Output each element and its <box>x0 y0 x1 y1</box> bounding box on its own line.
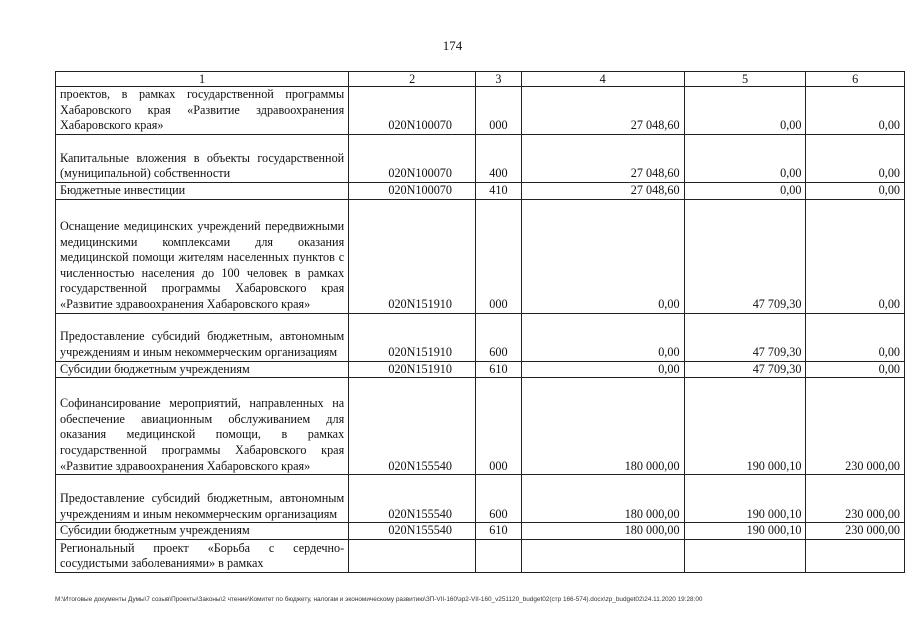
row-value-2: 190 000,10 <box>684 523 806 540</box>
row-name: проектов, в рамках государственной программы Хабаровского края «Развитие здравоохранения Хабаровского края» <box>56 87 349 135</box>
column-header: 5 <box>684 72 806 87</box>
row-code: 020N155540 <box>349 378 476 475</box>
row-type: 410 <box>476 183 522 200</box>
table-row <box>56 183 905 200</box>
table-header-row <box>56 72 905 87</box>
row-type: 000 <box>476 378 522 475</box>
row-name: Субсидии бюджетным учреждениям <box>56 523 349 540</box>
row-value-2: 0,00 <box>684 135 806 183</box>
table-row <box>56 199 905 313</box>
row-name: Бюджетные инвестиции <box>56 183 349 200</box>
row-type: 000 <box>476 87 522 135</box>
row-code <box>349 539 476 572</box>
row-value-3: 0,00 <box>806 135 905 183</box>
column-header: 2 <box>349 72 476 87</box>
row-name: Оснащение медицинских учреждений передвижными медицинскими комплексами для оказания медицинской помощи жителям населенных пунктов с численностью населения до 100 человек в рамках государственной программы Хабаровского края «Развитие здравоохранения Хабаровского края» <box>56 199 349 313</box>
row-name: Капитальные вложения в объекты государственной (муниципальной) собственности <box>56 135 349 183</box>
row-code: 020N100070 <box>349 183 476 200</box>
row-value-3: 0,00 <box>806 313 905 361</box>
row-code: 020N100070 <box>349 135 476 183</box>
row-value-1: 180 000,00 <box>521 475 684 523</box>
row-value-2: 0,00 <box>684 87 806 135</box>
row-code: 020N155540 <box>349 475 476 523</box>
row-type: 600 <box>476 313 522 361</box>
row-code: 020N155540 <box>349 523 476 540</box>
table-row <box>56 313 905 361</box>
row-code: 020N151910 <box>349 199 476 313</box>
row-value-1: 0,00 <box>521 313 684 361</box>
row-value-1: 27 048,60 <box>521 135 684 183</box>
row-value-1 <box>521 539 684 572</box>
row-name: Предоставление субсидий бюджетным, автономным учреждениям и иным некоммерческим организациям <box>56 313 349 361</box>
row-type: 610 <box>476 361 522 378</box>
row-value-1: 180 000,00 <box>521 378 684 475</box>
row-value-3: 230 000,00 <box>806 475 905 523</box>
row-code: 020N151910 <box>349 313 476 361</box>
row-name: Софинансирование мероприятий, направленных на обеспечение авиационным обслуживанием для оказания медицинской помощи, в рамках государственной программы Хабаровского края «Развитие здравоохранения Хабаровского края» <box>56 378 349 475</box>
row-value-3: 230 000,00 <box>806 523 905 540</box>
row-value-1: 27 048,60 <box>521 87 684 135</box>
budget-table <box>55 71 905 573</box>
row-value-3: 230 000,00 <box>806 378 905 475</box>
row-value-1: 0,00 <box>521 361 684 378</box>
row-value-3 <box>806 539 905 572</box>
row-value-2: 47 709,30 <box>684 313 806 361</box>
file-path-footer: M:\Итоговые документы Думы\7 созыв\Проекты\Законы\2 чтение\Комитет по бюджету, налогам и экономическому развитию\ЗП-VII-160\зр2-VII-160_v251120_budget02(стр 166-574).docx\zp_budget02\24.11.2020 19:28:00 <box>55 596 703 603</box>
row-name: Региональный проект «Борьба с сердечно-сосудистыми заболеваниями» в рамках <box>56 539 349 572</box>
table-row <box>56 87 905 135</box>
row-type: 610 <box>476 523 522 540</box>
page-number: 174 <box>442 38 463 53</box>
row-type <box>476 539 522 572</box>
row-type: 600 <box>476 475 522 523</box>
row-value-3: 0,00 <box>806 199 905 313</box>
row-type: 400 <box>476 135 522 183</box>
column-header: 6 <box>806 72 905 87</box>
table-row <box>56 135 905 183</box>
row-value-2: 47 709,30 <box>684 361 806 378</box>
column-header: 3 <box>476 72 522 87</box>
row-code: 020N100070 <box>349 87 476 135</box>
table-row <box>56 539 905 572</box>
row-type: 000 <box>476 199 522 313</box>
row-code: 020N151910 <box>349 361 476 378</box>
column-header: 4 <box>521 72 684 87</box>
row-name: Субсидии бюджетным учреждениям <box>56 361 349 378</box>
table-row <box>56 523 905 540</box>
row-value-2: 0,00 <box>684 183 806 200</box>
row-value-2: 47 709,30 <box>684 199 806 313</box>
row-value-1: 0,00 <box>521 199 684 313</box>
row-value-1: 180 000,00 <box>521 523 684 540</box>
table-row <box>56 361 905 378</box>
column-header: 1 <box>56 72 349 87</box>
row-value-2 <box>684 539 806 572</box>
row-value-1: 27 048,60 <box>521 183 684 200</box>
row-value-2: 190 000,10 <box>684 378 806 475</box>
table-row <box>56 475 905 523</box>
row-value-3: 0,00 <box>806 361 905 378</box>
row-name: Предоставление субсидий бюджетным, автономным учреждениям и иным некоммерческим организациям <box>56 475 349 523</box>
table-row <box>56 378 905 475</box>
row-value-3: 0,00 <box>806 87 905 135</box>
row-value-3: 0,00 <box>806 183 905 200</box>
row-value-2: 190 000,10 <box>684 475 806 523</box>
